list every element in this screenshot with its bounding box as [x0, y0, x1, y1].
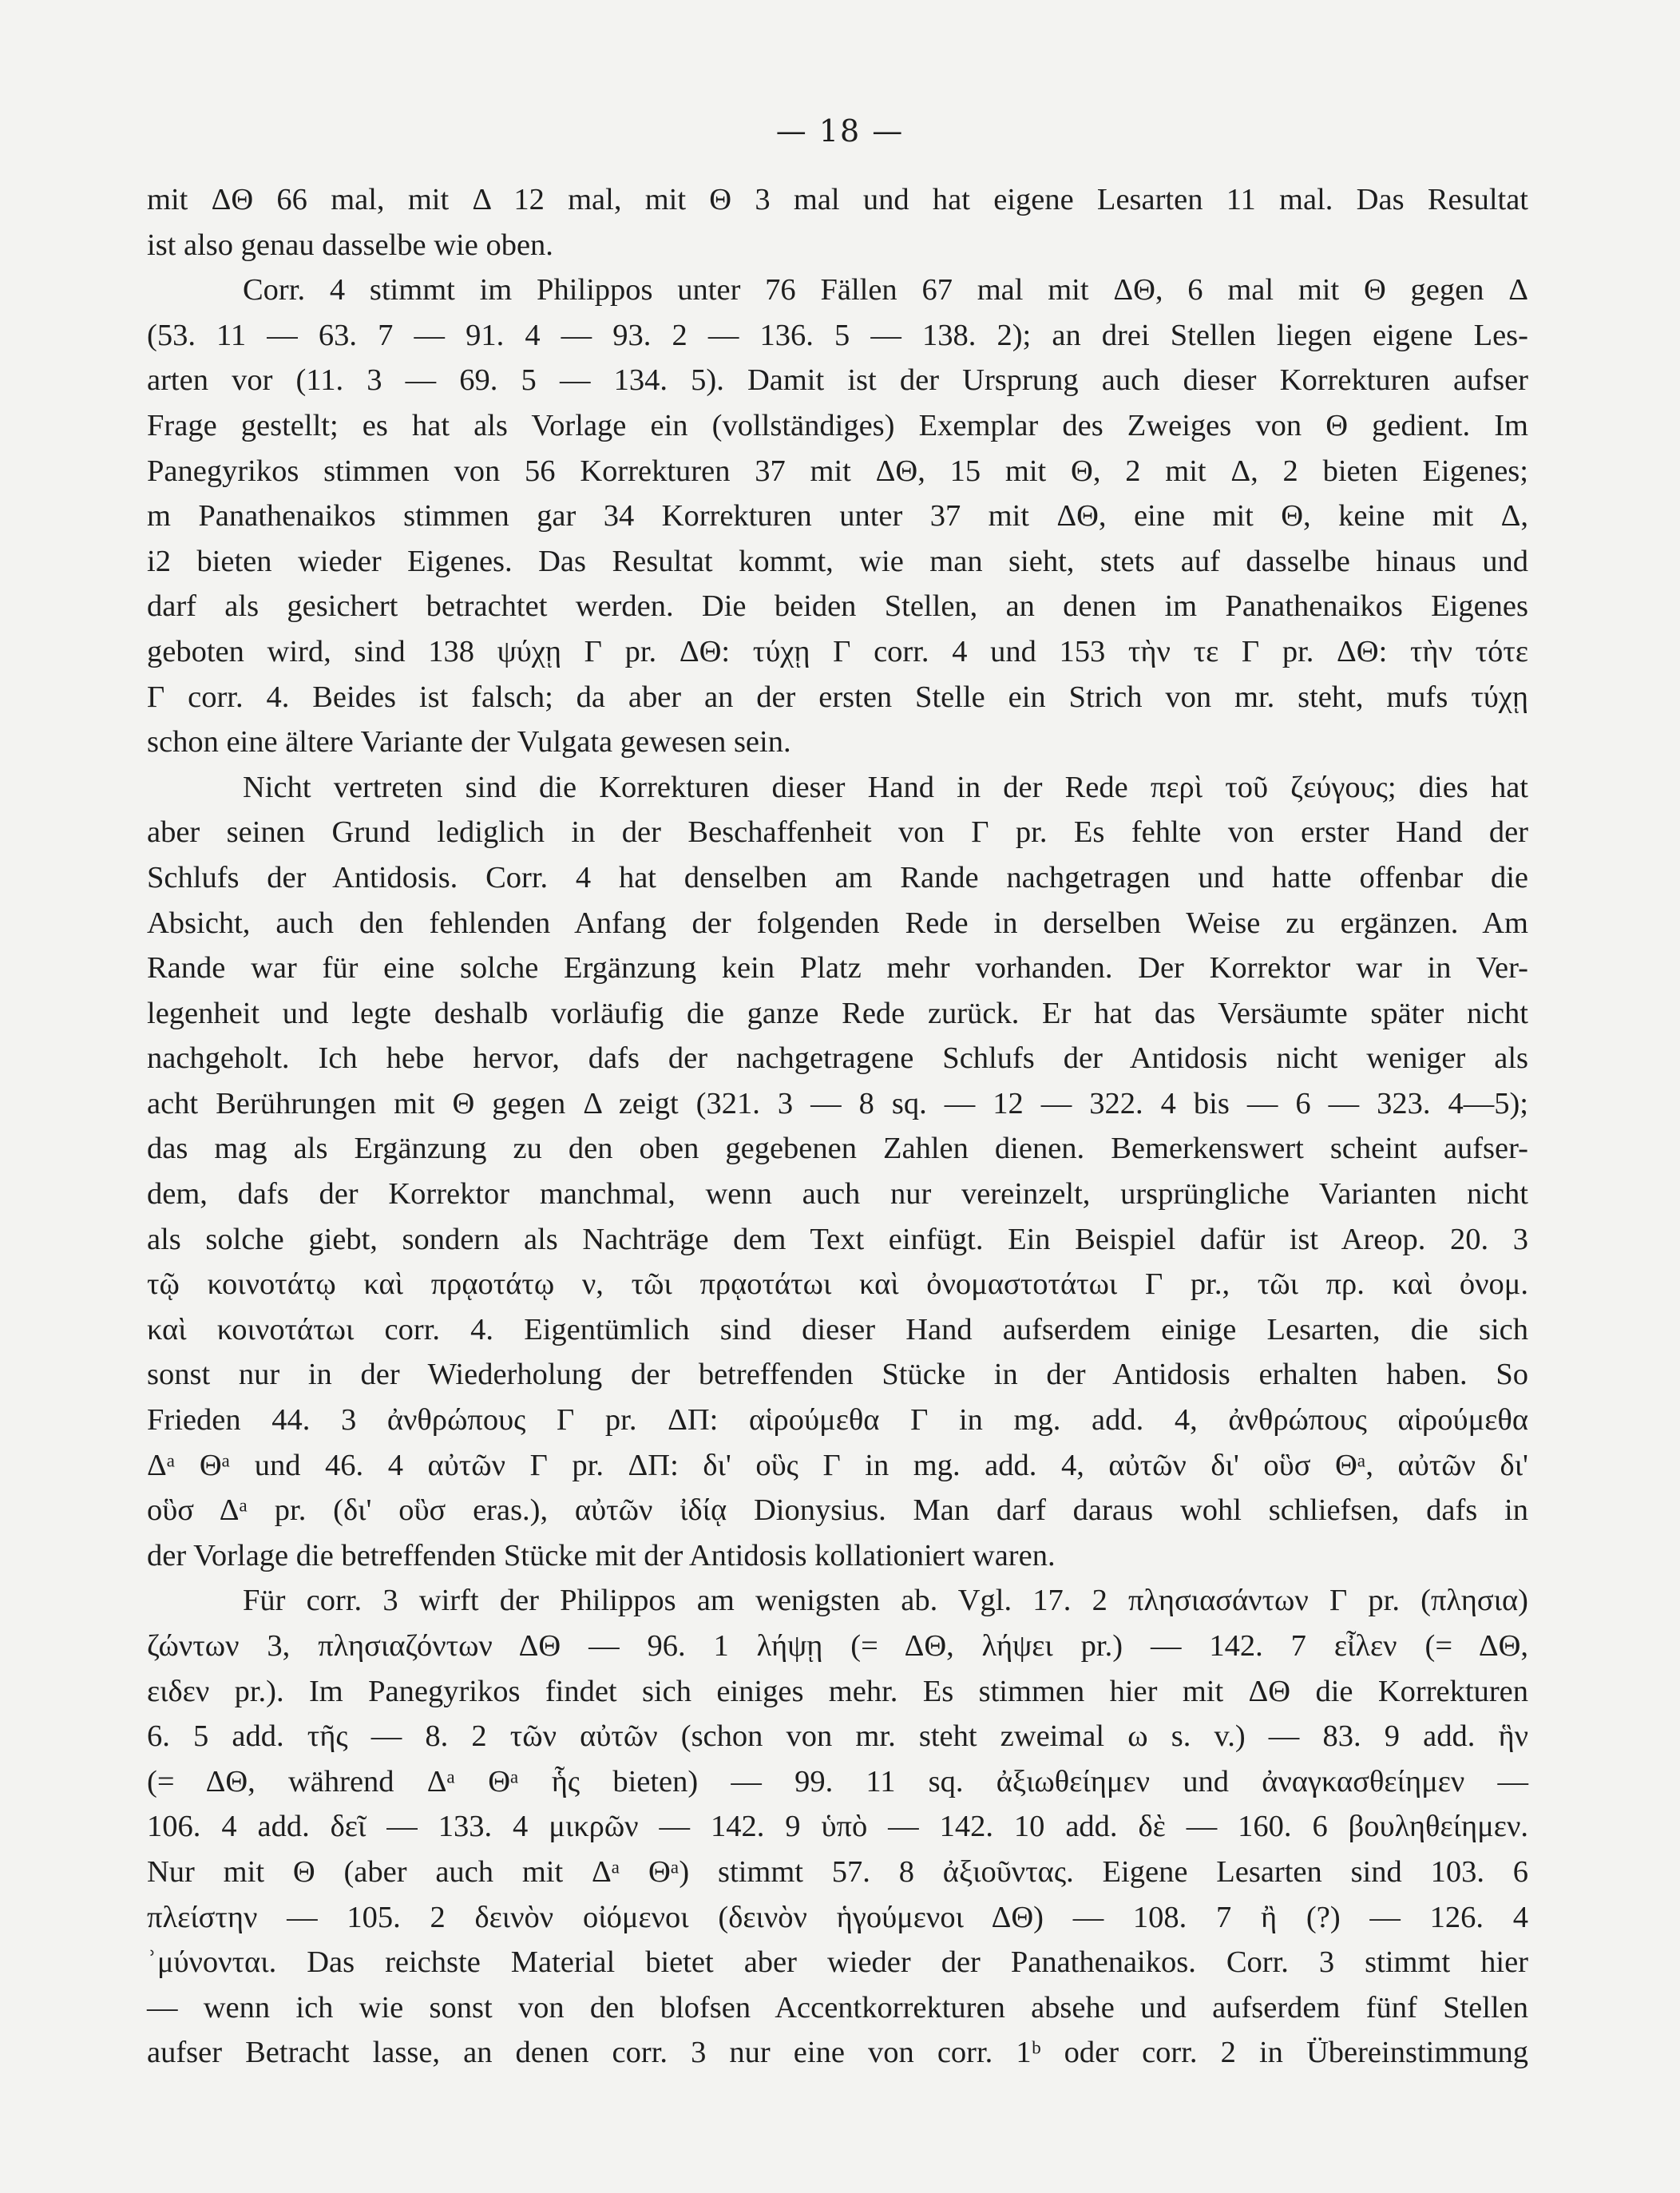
- text-line: der Vorlage die betreffenden Stücke mit der Antidosis kollationiert waren.: [147, 1538, 1056, 1572]
- text-line: ʾμύνονται. Das reichste Material bietet aber wieder der Panathenaikos. Corr. 3 stimmt hier: [147, 1945, 1528, 1980]
- text-line: ist also genau dasselbe wie oben.: [147, 228, 553, 262]
- text-line: arten vor (11. 3 — 69. 5 — 134. 5). Damit ist der Ursprung auch dieser Korrekturen aufser: [147, 363, 1528, 398]
- text-line: geboten wird, sind 138 ψύχῃ Γ pr. ΔΘ: τύχῃ Γ corr. 4 und 153 τὴν τε Γ pr. ΔΘ: τὴν τότε: [147, 634, 1528, 668]
- text-line: das mag als Ergänzung zu den oben gegebenen Zahlen dienen. Bemerkenswert scheint aufser-: [147, 1132, 1528, 1166]
- text-line: 6. 5 add. τῆς — 8. 2 τῶν αὐτῶν (schon von mr. steht zweimal ω s. v.) — 83. 9 add. ἣν: [147, 1719, 1528, 1754]
- text-line: Γ corr. 4. Beides ist falsch; da aber an der ersten Stelle ein Strich von mr. steht, mufs τύχῃ: [147, 680, 1528, 714]
- text-line: aber seinen Grund lediglich in der Beschaffenheit von Γ pr. Es fehlte von erster Hand der: [147, 815, 1528, 850]
- text-line: Frieden 44. 3 ἀνθρώπους Γ pr. ΔΠ: αἱρούμεθα Γ in mg. add. 4, ἀνθρώπους αἱρούμεθα: [147, 1403, 1528, 1438]
- text-line: Nicht vertreten sind die Korrekturen dieser Hand in der Rede περὶ τοῦ ζεύγους; dies hat: [243, 770, 1528, 804]
- text-line: aufser Betracht lasse, an denen corr. 3 nur eine von corr. 1ᵇ oder corr. 2 in Übereinstimmung: [147, 2036, 1528, 2070]
- text-line: m Panathenaikos stimmen gar 34 Korrekturen unter 37 mit ΔΘ, eine mit Θ, keine mit Δ,: [147, 499, 1528, 533]
- text-line: ζώντων 3, πλησιαζόντων ΔΘ — 96. 1 λήψῃ (= ΔΘ, λήψει pr.) — 142. 7 εἶλεν (= ΔΘ,: [147, 1629, 1528, 1663]
- text-line: Frage gestellt; es hat als Vorlage ein (vollständiges) Exemplar des Zweiges von Θ gedient. Im: [147, 408, 1528, 442]
- text-line: sonst nur in der Wiederholung der betreffenden Stücke in der Antidosis erhalten haben. So: [147, 1358, 1528, 1392]
- text-line: Panegyrikos stimmen von 56 Korrekturen 37 mit ΔΘ, 15 mit Θ, 2 mit Δ, 2 bieten Eigenes;: [147, 454, 1528, 488]
- text-line: Schlufs der Antidosis. Corr. 4 hat denselben am Rande nachgetragen und hatte offenbar die: [147, 860, 1528, 894]
- text-line: legenheit und legte deshalb vorläufig die ganze Rede zurück. Er hat das Versäumte später nicht: [147, 996, 1528, 1030]
- text-line: τῷ κοινοτάτῳ καὶ πρᾳοτάτῳ ν, τῶι πρᾳοτάτωι καὶ ὀνομαστοτάτωι Γ pr., τῶι πρ. καὶ ὀνομ.: [147, 1267, 1528, 1302]
- text-line: Nur mit Θ (aber auch mit Δᵃ Θᵃ) stimmt 57. 8 ἀξιοῦντας. Eigene Lesarten sind 103. 6: [147, 1854, 1528, 1889]
- text-line: ειδεν pr.). Im Panegyrikos findet sich einiges mehr. Es stimmen hier mit ΔΘ die Korrekturen: [147, 1674, 1528, 1708]
- text-line: i2 bieten wieder Eigenes. Das Resultat kommt, wie man sieht, stets auf dasselbe hinaus und: [147, 544, 1528, 578]
- text-line: Corr. 4 stimmt im Philippos unter 76 Fällen 67 mal mit ΔΘ, 6 mal mit Θ gegen Δ: [243, 273, 1528, 307]
- text-line: nachgeholt. Ich hebe hervor, dafs der nachgetragene Schlufs der Antidosis nicht weniger als: [147, 1041, 1528, 1076]
- text-line: Für corr. 3 wirft der Philippos am wenigsten ab. Vgl. 17. 2 πλησιασάντων Γ pr. (πλησια): [243, 1584, 1528, 1618]
- text-line: darf als gesichert betrachtet werden. Die beiden Stellen, an denen im Panathenaikos Eigenes: [147, 589, 1528, 624]
- text-line: καὶ κοινοτάτωι corr. 4. Eigentümlich sind dieser Hand aufserdem einige Lesarten, die sich: [147, 1312, 1528, 1346]
- text-line: als solche giebt, sondern als Nachträge dem Text einfügt. Ein Beispiel dafür ist Areop. 20. 3: [147, 1222, 1528, 1256]
- text-line: mit ΔΘ 66 mal, mit Δ 12 mal, mit Θ 3 mal und hat eigene Lesarten 11 mal. Das Resultat: [147, 183, 1528, 216]
- text-line: (53. 11 — 63. 7 — 91. 4 — 93. 2 — 136. 5 — 138. 2); an drei Stellen liegen eigene Les-: [147, 318, 1528, 352]
- text-line: πλείστην — 105. 2 δεινὸν οἰόμενοι (δεινὸν ἡγούμενοι ΔΘ) — 108. 7 ἢ (?) — 126. 4: [147, 1900, 1528, 1934]
- text-line: Δᵃ Θᵃ und 46. 4 αὐτῶν Γ pr. ΔΠ: δι' οὓς Γ in mg. add. 4, αὐτῶν δι' οὓσ Θᵃ, αὐτῶν δι': [147, 1448, 1528, 1482]
- page-number: — 18 —: [775, 113, 905, 149]
- text-line: — wenn ich wie sonst von den blofsen Accentkorrekturen absehe und aufserdem fünf Stellen: [147, 1990, 1528, 2024]
- body-text: [147, 177, 1528, 2076]
- text-line: schon eine ältere Variante der Vulgata gewesen sein.: [147, 725, 791, 759]
- text-line: Absicht, auch den fehlenden Anfang der folgenden Rede in derselben Weise zu ergänzen. Am: [147, 906, 1528, 940]
- text-line: οὓσ Δᵃ pr. (δι' οὓσ eras.), αὐτῶν ἰδίᾳ Dionysius. Man darf daraus wohl schliefsen, dafs in: [147, 1493, 1528, 1528]
- text-line: acht Berührungen mit Θ gegen Δ zeigt (321. 3 — 8 sq. — 12 — 322. 4 bis — 6 — 323. 4—5);: [147, 1086, 1528, 1120]
- text-line: dem, dafs der Korrektor manchmal, wenn auch nur vereinzelt, ursprüngliche Varianten nicht: [147, 1177, 1528, 1212]
- text-line: (= ΔΘ, während Δᵃ Θᵃ ἧς bieten) — 99. 11 sq. ἀξιωθείημεν und ἀναγκασθείημεν —: [147, 1764, 1528, 1798]
- text-line: 106. 4 add. δεῖ — 133. 4 μικρῶν — 142. 9 ὑπὸ — 142. 10 add. δὲ — 160. 6 βουληθείημεν.: [147, 1810, 1528, 1844]
- text-line: Rande war für eine solche Ergänzung kein Platz mehr vorhanden. Der Korrektor war in Ver-: [147, 951, 1528, 985]
